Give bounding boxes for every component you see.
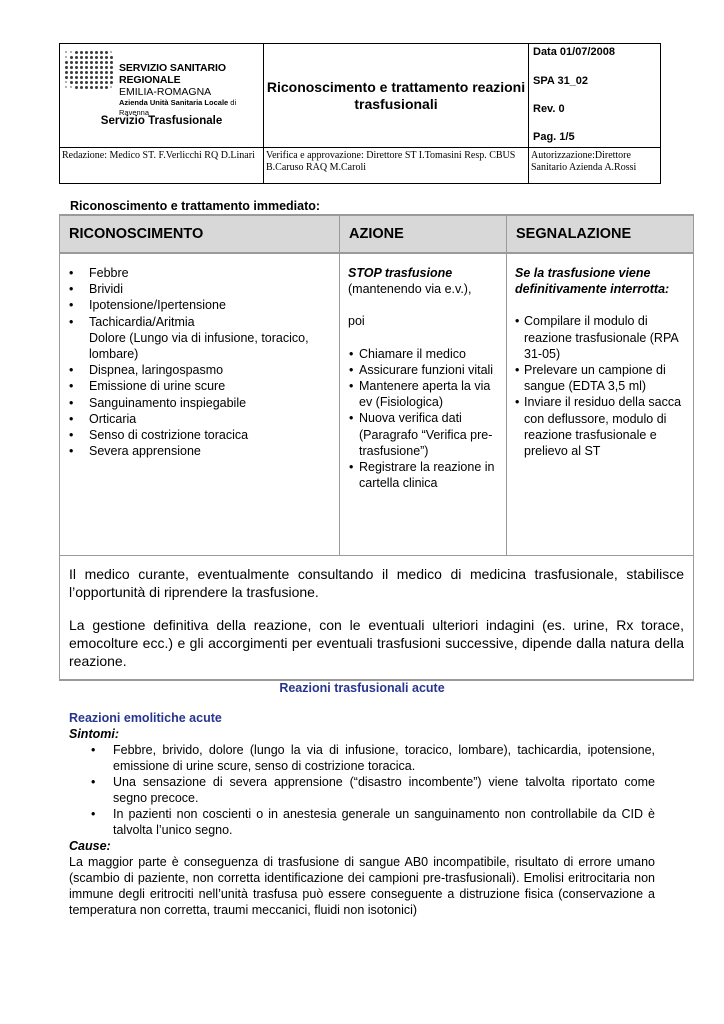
segnalazione-cell: [507, 253, 694, 556]
sintomi-list: [69, 742, 655, 838]
cause-text: La maggior parte è conseguenza di trasfusione di sangue AB0 incompatibile, risultato di errore umano (scambio di paziente, non corretta identificazione dei campioni pre-trasfusionali). Emolisi eritrocitaria non immune degli eritrociti nell’unità trasfusa può essere conseguente a distruzione fisica (conservazione a temperatura non corretta, traumi meccanici, fluidi non isotonici): [69, 855, 655, 917]
document-header: [59, 43, 661, 184]
riconoscimento-cell: [60, 253, 340, 556]
logo-cell: [60, 44, 264, 148]
sintomo-item: • Febbre, brivido, dolore (lungo la via di infusione, toracico, lombare), tachicardia, ipotensione, emissione di urine scure, senso di costrizione toracica.: [113, 742, 655, 774]
doc-page: Pag. 1/5: [533, 131, 575, 143]
report-item: • Compilare il modulo di reazione trasfusionale (RPA 31-05): [524, 313, 693, 362]
doc-code: SPA 31_02: [533, 75, 589, 87]
symptom-item: • Severa apprensione: [89, 443, 339, 459]
document-meta: [529, 44, 661, 148]
action-list: [348, 346, 506, 492]
logo-line2: EMILIA-ROMAGNA: [119, 86, 212, 98]
section-heading: Riconoscimento e trattamento immediato:: [70, 199, 321, 213]
logo-line3-place: di Ravenna: [119, 98, 237, 117]
action-item: • Assicurare funzioni vitali: [359, 362, 506, 378]
symptom-item: • Ipotensione/Ipertensione: [89, 297, 339, 313]
acute-heading: Reazioni trasfusionali acute: [279, 681, 445, 695]
region-logo: [65, 51, 263, 118]
report-list: [515, 313, 693, 459]
service-label: Servizio Trasfusionale: [100, 115, 223, 127]
symptom-item: • Senso di costrizione toracica: [89, 427, 339, 443]
azione-cell: [340, 253, 507, 556]
doc-date: Data 01/07/2008: [533, 46, 615, 58]
verifica-cell: Verifica e approvazione: Direttore ST I.Tomasini Resp. CBUS B.Caruso RAQ M.Caroli: [264, 148, 529, 184]
symptom-item: • Orticaria: [89, 411, 339, 427]
symptom-item: • Brividi: [89, 281, 339, 297]
stop-label: STOP trasfusione: [348, 266, 453, 280]
cause-label: Cause:: [69, 839, 111, 853]
logo-dots-icon: [65, 51, 114, 90]
note-cell: [60, 556, 694, 681]
segnalazione-intro: Se la trasfusione viene definitivamente interrotta:: [515, 266, 670, 297]
sintomo-item: • In pazienti non coscienti o in anestesia generale un sanguinamento non controllabile da CID è talvolta l’unico segno.: [113, 806, 655, 838]
action-item: • Registrare la reazione in cartella clinica: [359, 459, 506, 491]
symptom-item: • Dispnea, laringospasmo: [89, 362, 339, 378]
symptom-list: [60, 265, 339, 459]
symptom-item: • Sanguinamento inspiegabile: [89, 395, 339, 411]
symptom-item: Dolore (Lungo via di infusione, toracico, lombare): [89, 330, 309, 362]
header-segnalazione: SEGNALAZIONE: [507, 215, 694, 253]
stop-note: (mantenendo via e.v.),: [348, 282, 472, 297]
autorizzazione-cell: Autorizzazione:Direttore Sanitario Azienda A.Rossi: [529, 148, 661, 184]
sintomo-item: • Una sensazione di severa apprensione (“disastro incombente”) viene talvolta riportato come segno precoce.: [113, 774, 655, 806]
action-item: • Mantenere aperta la via ev (Fisiologica): [359, 378, 506, 410]
redazione-cell: Redazione: Medico ST. F.Verlicchi RQ D.Linari: [60, 148, 264, 184]
report-item: • Inviare il residuo della sacca con deflussore, modulo di reazione trasfusionale e prelievo al ST: [524, 394, 693, 459]
report-item: • Prelevare un campione di sangue (EDTA 3,5 ml): [524, 362, 693, 394]
symptom-item: • Emissione di urine scure: [89, 378, 339, 394]
acute-section: [69, 710, 655, 918]
symptom-item: • Tachicardia/Aritmia: [89, 314, 339, 330]
reaction-table: [59, 214, 694, 681]
sintomi-label: Sintomi:: [69, 727, 119, 741]
note-paragraph-2: La gestione definitiva della reazione, con le eventuali ulteriori indagini (es. urine, Rx torace, emocolture ecc.) e gli accorgimenti per eventuali trasfusioni successive, dipende dalla natura della reazione.: [69, 617, 684, 669]
document-title: Riconoscimento e trattamento reazioni trasfusionali: [264, 44, 529, 148]
logo-line1: SERVIZIO SANITARIO REGIONALE: [119, 62, 226, 86]
doc-revision: Rev. 0: [533, 103, 565, 115]
note-paragraph-1: Il medico curante, eventualmente consultando il medico di medicina trasfusionale, stabilisce l’opportunità di riprendere la trasfusione.: [69, 566, 684, 600]
hemolytic-heading: Reazioni emolitiche acute: [69, 711, 222, 725]
poi-label: poi: [348, 314, 365, 329]
action-item: • Nuova verifica dati (Paragrafo “Verifica pre-trasfusione”): [359, 410, 506, 459]
action-item: • Chiamare il medico: [359, 346, 506, 362]
logo-line3: Azienda Unità Sanitaria Locale: [119, 98, 229, 107]
header-azione: AZIONE: [340, 215, 507, 253]
header-riconoscimento: RICONOSCIMENTO: [60, 215, 340, 253]
symptom-item: • Febbre: [89, 265, 339, 281]
